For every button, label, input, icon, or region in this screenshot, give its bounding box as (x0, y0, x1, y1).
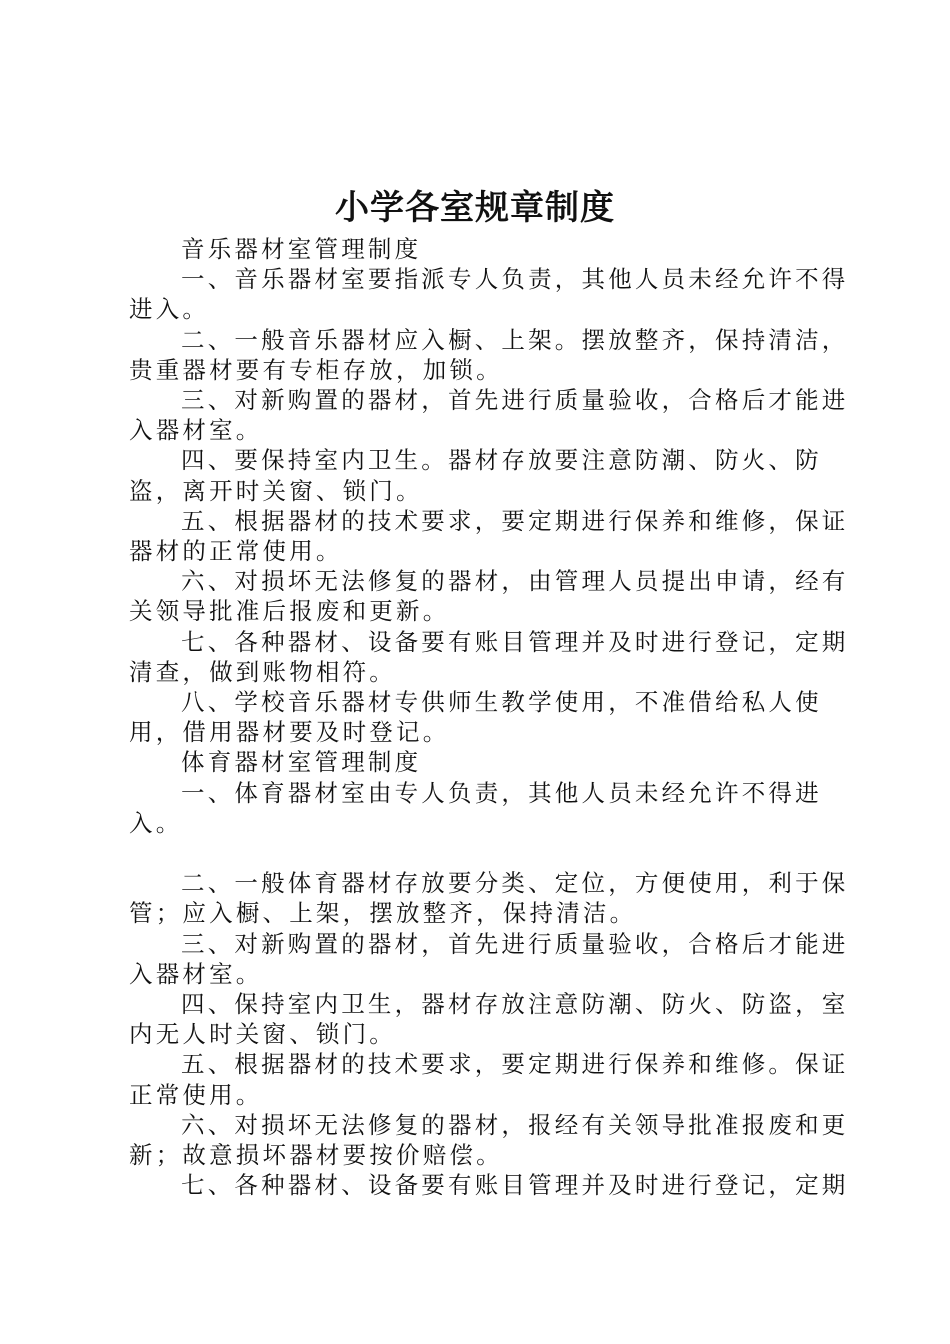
sports-rule-7: 七、各种器材、设备要有账目管理并及时进行登记，定期 (181, 1171, 849, 1200)
sports-rule-4: 四、保持室内卫生，器材存放注意防潮、防火、防盗，室内无人时关窗、锁门。 (129, 990, 849, 1049)
document-body (129, 234, 851, 1200)
music-rule-7: 七、各种器材、设备要有账目管理并及时进行登记，定期清查，做到账物相符。 (129, 627, 849, 686)
sports-rule-3: 三、对新购置的器材，首先进行质量验收，合格后才能进入器材室。 (129, 929, 849, 988)
sports-rule-6: 六、对损坏无法修复的器材，报经有关领导批准报废和更新；故意损坏器材要按价赔偿。 (129, 1110, 849, 1170)
section-heading-music-room: 音乐器材室管理制度 (181, 235, 422, 263)
sports-rule-5: 五、根据器材的技术要求，要定期进行保养和维修。保证正常使用。 (129, 1050, 849, 1109)
sports-rule-2: 二、一般体育器材存放要分类、定位，方便使用，利于保管；应入橱、上架，摆放整齐，保持清洁。 (129, 869, 849, 928)
music-rule-1: 一、音乐器材室要指派专人负责，其他人员未经允许不得进入。 (129, 265, 849, 324)
music-rule-6: 六、对损坏无法修复的器材，由管理人员提出申请，经有关领导批准后报废和更新。 (129, 567, 849, 626)
music-rule-4: 四、要保持室内卫生。器材存放要注意防潮、防火、防盗，离开时关窗、锁门。 (129, 446, 822, 505)
music-rule-8: 八、学校音乐器材专供师生教学使用，不准借给私人使用，借用器材要及时登记。 (129, 688, 822, 747)
music-rule-2: 二、一般音乐器材应入橱、上架。摆放整齐，保持清洁，贵重器材要有专柜存放，加锁。 (129, 325, 849, 384)
section-heading-sports-room: 体育器材室管理制度 (181, 748, 422, 777)
music-rule-5: 五、根据器材的技术要求，要定期进行保养和维修，保证器材的正常使用。 (129, 506, 849, 566)
document-title: 小学各室规章制度 (335, 188, 615, 228)
sports-rule-1: 一、体育器材室由专人负责，其他人员未经允许不得进入。 (129, 778, 822, 837)
blank-line (129, 838, 851, 868)
music-rule-3: 三、对新购置的器材，首先进行质量验收，合格后才能进入器材室。 (129, 386, 849, 445)
